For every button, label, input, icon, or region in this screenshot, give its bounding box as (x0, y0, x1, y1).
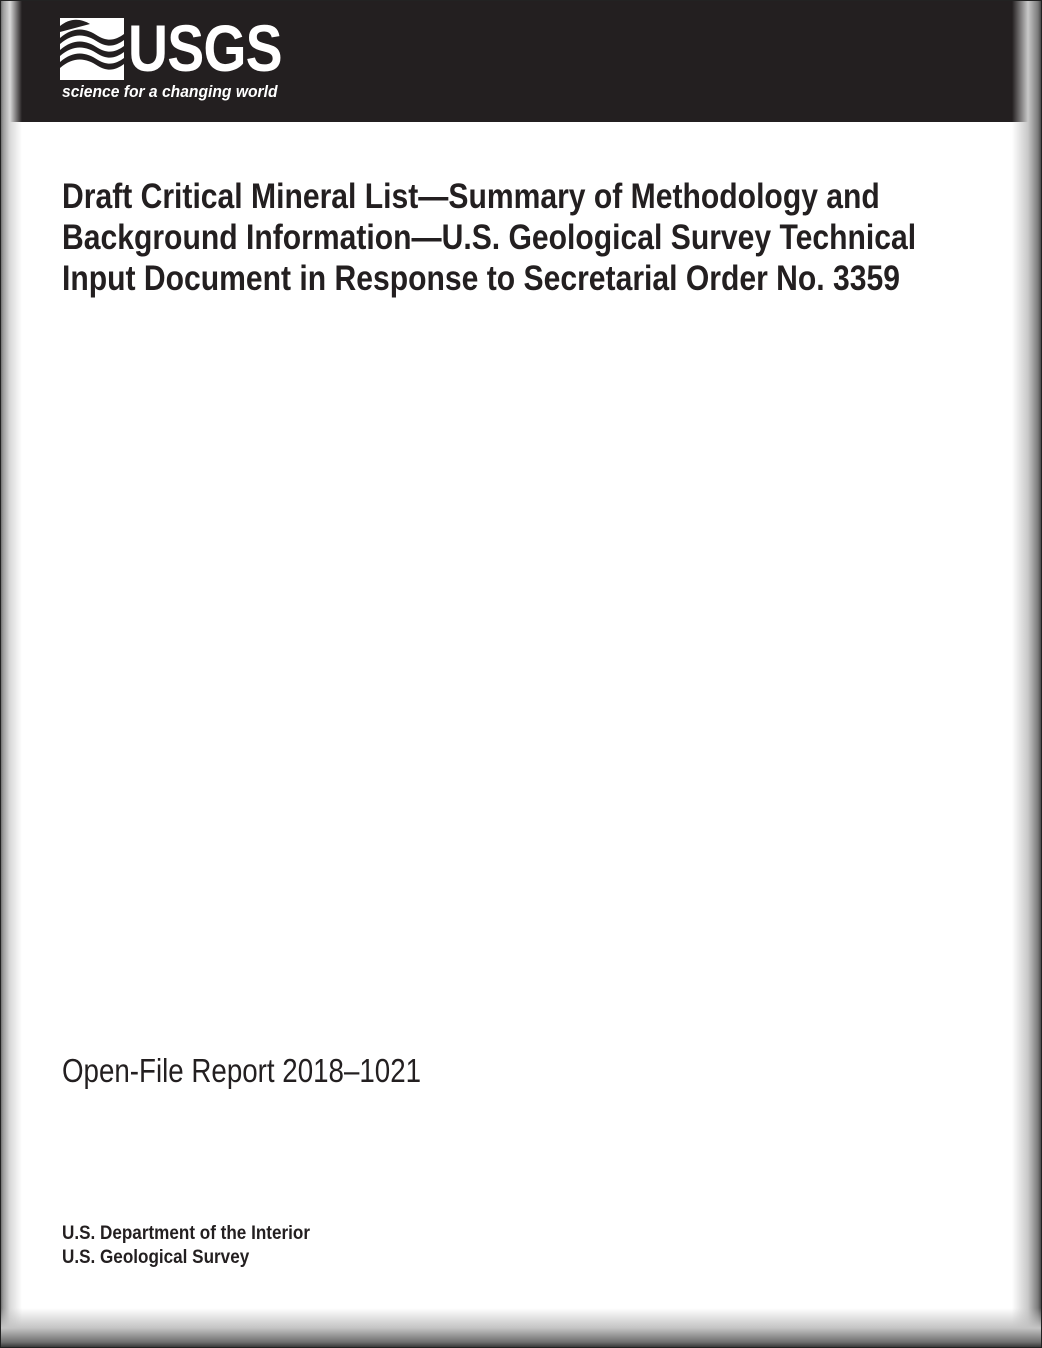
agency-department: U.S. Department of the Interior (62, 1223, 310, 1244)
page-shadow-left (0, 0, 22, 1348)
report-title: Draft Critical Mineral List—Summary of Methodology and Background Information—U.S. Geological Survey Technical Input Document in Response to Secretarial Order No. 3359 (62, 177, 917, 298)
logo-tagline: science for a changing world (62, 82, 278, 101)
logo-wordmark: USGS (128, 11, 282, 85)
page-shadow-right (1012, 0, 1042, 1348)
report-number: Open-File Report 2018–1021 (62, 1052, 422, 1089)
agency-block (62, 1222, 310, 1270)
usgs-wave-icon (60, 18, 124, 80)
usgs-logo (60, 11, 300, 106)
agency-survey: U.S. Geological Survey (62, 1247, 250, 1268)
header-band (0, 0, 1042, 122)
page-shadow-bottom (0, 1308, 1042, 1348)
